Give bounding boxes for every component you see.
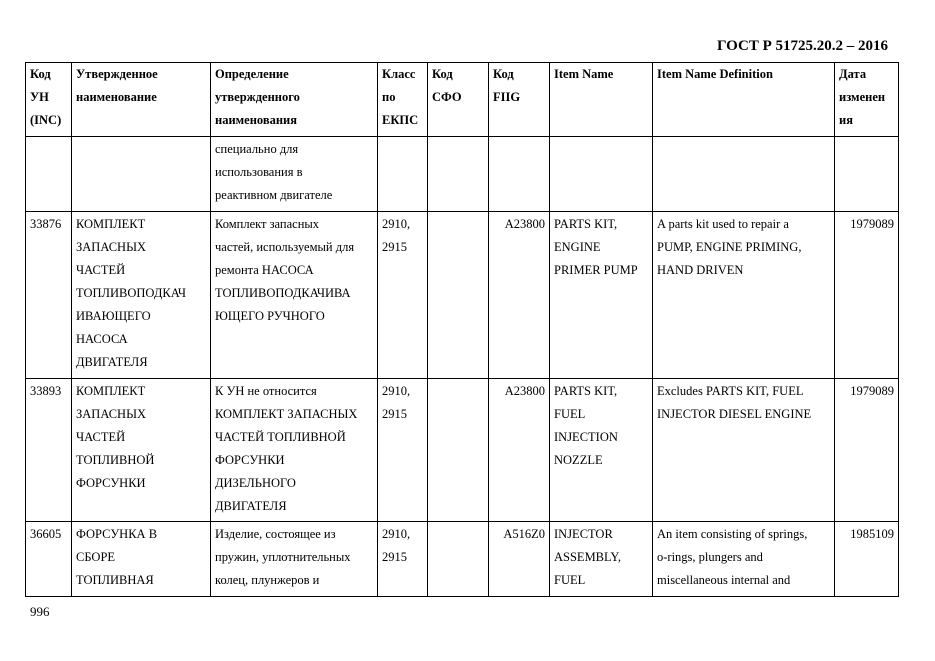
header-approved-name: Утвержденное наименование bbox=[72, 63, 211, 137]
cell-name: КОМПЛЕКТ ЗАПАСНЫХ ЧАСТЕЙ ТОПЛИВНОЙ ФОРСУНКИ bbox=[72, 379, 211, 522]
cell-inc: 33893 bbox=[26, 379, 72, 522]
cell-name bbox=[72, 137, 211, 212]
cell-item-name: PARTS KIT, ENGINE PRIMER PUMP bbox=[550, 212, 653, 379]
cell-definition: специально для использования в реактивном двигателе bbox=[211, 137, 378, 212]
cell-fiig: A23800 bbox=[489, 379, 550, 522]
table-row bbox=[26, 522, 899, 597]
cell-class: 2910, 2915 bbox=[378, 379, 428, 522]
cell-name: ФОРСУНКА В СБОРЕ ТОПЛИВНАЯ bbox=[72, 522, 211, 597]
cell-sfo bbox=[428, 379, 489, 522]
cell-item-name: INJECTOR ASSEMBLY, FUEL bbox=[550, 522, 653, 597]
cell-item-definition: An item consisting of springs, o-rings, plungers and miscellaneous internal and bbox=[653, 522, 835, 597]
cell-name: КОМПЛЕКТ ЗАПАСНЫХ ЧАСТЕЙ ТОПЛИВОПОДКАЧ ИВАЮЩЕГО НАСОСА ДВИГАТЕЛЯ bbox=[72, 212, 211, 379]
cell-date bbox=[835, 137, 899, 212]
header-class: Класс по ЕКПС bbox=[378, 63, 428, 137]
header-inc: Код УН (INC) bbox=[26, 63, 72, 137]
cell-item-definition: Excludes PARTS KIT, FUEL INJECTOR DIESEL ENGINE bbox=[653, 379, 835, 522]
cell-inc: 33876 bbox=[26, 212, 72, 379]
cell-class bbox=[378, 137, 428, 212]
cell-sfo bbox=[428, 137, 489, 212]
cell-class: 2910, 2915 bbox=[378, 212, 428, 379]
cell-definition: Комплект запасных частей, используемый для ремонта НАСОСА ТОПЛИВОПОДКАЧИВА ЮЩЕГО РУЧНОГО bbox=[211, 212, 378, 379]
cell-inc bbox=[26, 137, 72, 212]
header-definition: Определение утвержденного наименования bbox=[211, 63, 378, 137]
cell-inc: 36605 bbox=[26, 522, 72, 597]
cell-fiig bbox=[489, 137, 550, 212]
cell-item-name: PARTS KIT, FUEL INJECTION NOZZLE bbox=[550, 379, 653, 522]
cell-definition: Изделие, состоящее из пружин, уплотнительных колец, плунжеров и bbox=[211, 522, 378, 597]
cell-date: 1985109 bbox=[835, 522, 899, 597]
table-row bbox=[26, 212, 899, 379]
header-date: Дата изменен ия bbox=[835, 63, 899, 137]
cell-item-definition bbox=[653, 137, 835, 212]
document-standard-header: ГОСТ Р 51725.20.2 – 2016 bbox=[716, 38, 888, 54]
cell-sfo bbox=[428, 522, 489, 597]
cell-date: 1979089 bbox=[835, 212, 899, 379]
cell-date: 1979089 bbox=[835, 379, 899, 522]
header-fiig: Код FIIG bbox=[489, 63, 550, 137]
header-item-definition: Item Name Definition bbox=[653, 63, 835, 137]
table-row bbox=[26, 379, 899, 522]
page-number: 996 bbox=[30, 604, 50, 619]
cell-fiig: A516Z0 bbox=[489, 522, 550, 597]
cell-item-name bbox=[550, 137, 653, 212]
cell-definition: К УН не относится КОМПЛЕКТ ЗАПАСНЫХ ЧАСТЕЙ ТОПЛИВНОЙ ФОРСУНКИ ДИЗЕЛЬНОГО ДВИГАТЕЛЯ bbox=[211, 379, 378, 522]
cell-class: 2910, 2915 bbox=[378, 522, 428, 597]
cell-item-definition: A parts kit used to repair a PUMP, ENGINE PRIMING, HAND DRIVEN bbox=[653, 212, 835, 379]
header-sfo: Код СФО bbox=[428, 63, 489, 137]
table-row bbox=[26, 137, 899, 212]
header-item-name: Item Name bbox=[550, 63, 653, 137]
table-header-row bbox=[26, 63, 899, 137]
catalog-table bbox=[25, 62, 899, 597]
cell-fiig: A23800 bbox=[489, 212, 550, 379]
cell-sfo bbox=[428, 212, 489, 379]
